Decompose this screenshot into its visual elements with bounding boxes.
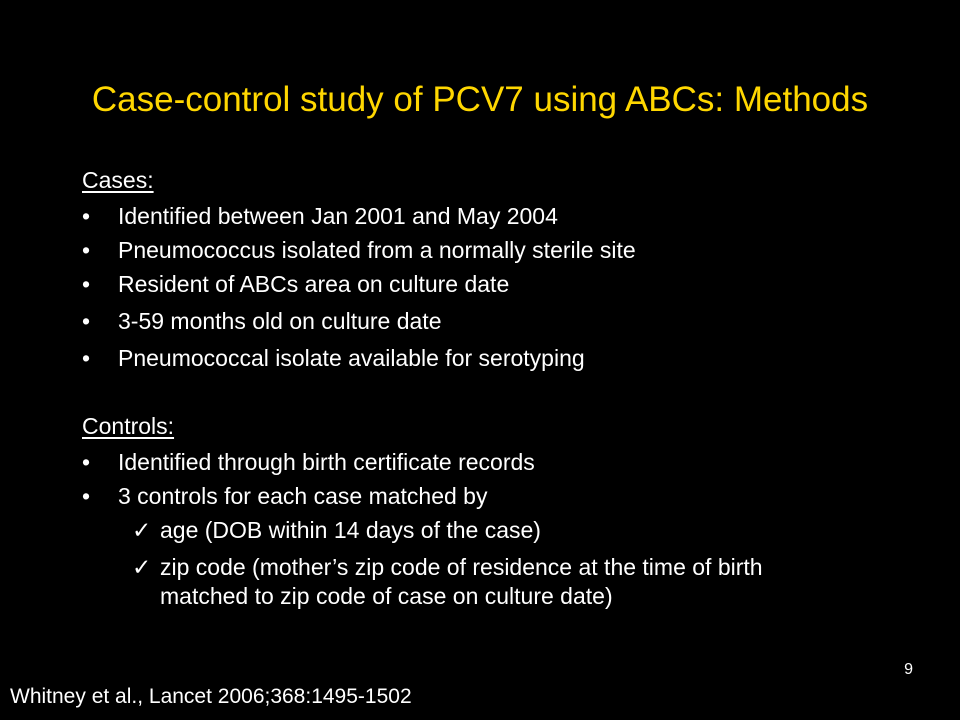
citation: Whitney et al., Lancet 2006;368:1495-1502: [10, 685, 412, 708]
match-criterion: [132, 553, 763, 581]
case-criterion: [82, 236, 636, 264]
bullet-icon: •: [82, 449, 91, 475]
case-criterion-text: Resident of ABCs area on culture date: [118, 271, 510, 297]
bullet-icon: •: [82, 271, 91, 297]
case-criterion: [82, 344, 585, 372]
case-criterion-text: Identified between Jan 2001 and May 2004: [118, 203, 558, 229]
case-criterion: [82, 307, 441, 335]
case-criterion: [82, 202, 558, 230]
bullet-icon: •: [82, 345, 91, 371]
match-criterion-continuation: matched to zip code of case on culture date): [160, 583, 613, 609]
checkmark-icon: ✓: [132, 554, 152, 580]
match-criterion: [132, 516, 541, 544]
page-number: 9: [904, 661, 913, 678]
control-criterion-text: 3 controls for each case matched by: [118, 483, 488, 509]
control-criterion-text: Identified through birth certificate records: [118, 449, 535, 475]
case-criterion-text: Pneumococcal isolate available for serotyping: [118, 345, 585, 371]
bullet-icon: •: [82, 203, 91, 229]
bullet-icon: •: [82, 237, 91, 263]
case-criterion-text: 3-59 months old on culture date: [118, 308, 442, 334]
bullet-icon: •: [82, 308, 91, 334]
control-criterion: [82, 482, 487, 510]
slide-title: Case-control study of PCV7 using ABCs: Methods: [91, 80, 869, 119]
match-criterion-text: age (DOB within 14 days of the case): [160, 517, 541, 543]
case-criterion-text: Pneumococcus isolated from a normally sterile site: [118, 237, 636, 263]
case-criterion: [82, 270, 509, 298]
controls-heading: Controls:: [82, 413, 175, 439]
match-criterion-text: zip code (mother’s zip code of residence at the time of birth: [160, 554, 763, 580]
cases-heading: Cases:: [82, 167, 154, 193]
control-criterion: [82, 448, 535, 476]
checkmark-icon: ✓: [132, 517, 152, 543]
bullet-icon: •: [82, 483, 91, 509]
